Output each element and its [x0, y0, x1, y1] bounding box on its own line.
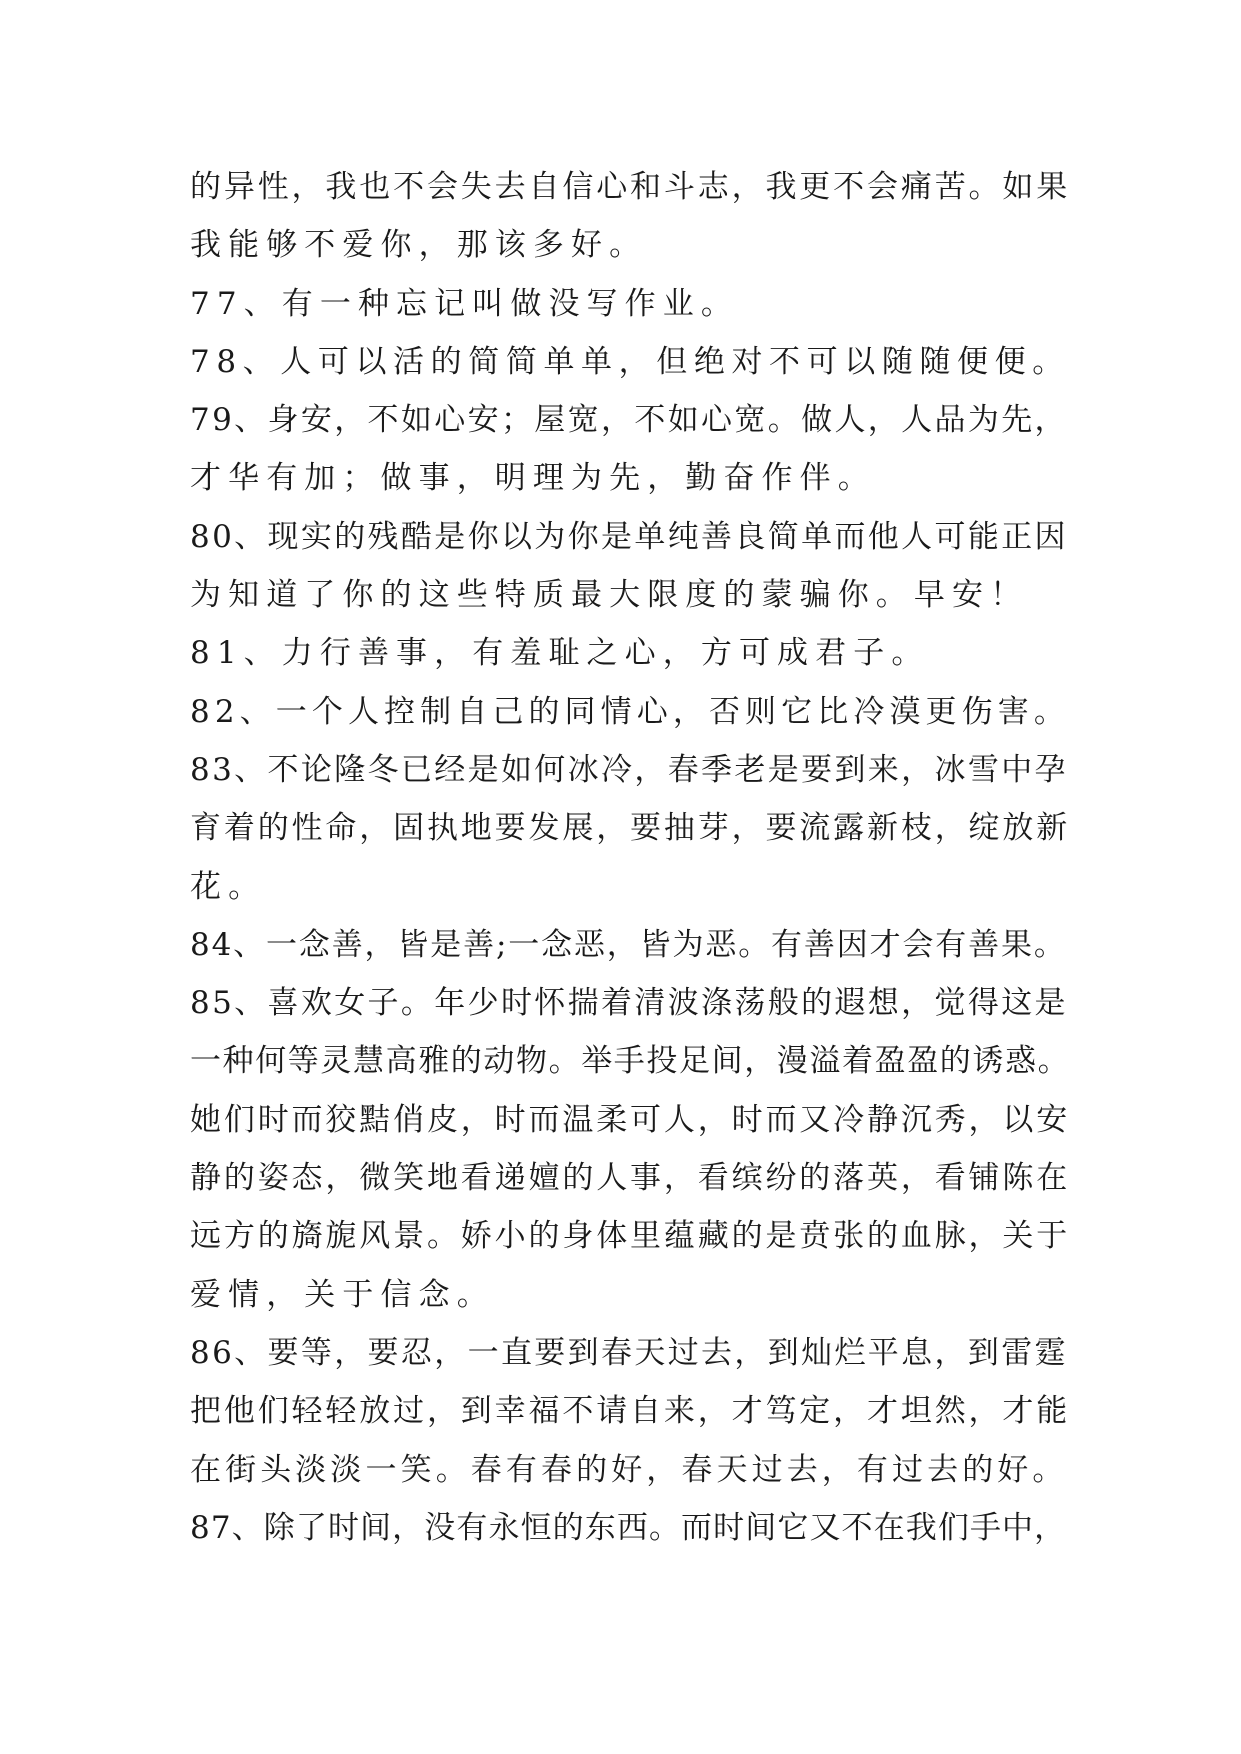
- text-line: 80、现实的残酷是你以为你是单纯善良简单而他人可能正因: [190, 518, 1068, 555]
- text-line: 83、不论隆冬已经是如何冰冷，春季老是要到来，冰雪中孕: [190, 751, 1068, 788]
- text-line: 她们时而狡黠俏皮，时而温柔可人，时而又冷静沉秀，以安: [190, 1101, 1071, 1138]
- text-line: 为知道了你的这些特质最大限度的蒙骗你。早安！: [190, 577, 1029, 614]
- text-line: 78、人可以活的简简单单，但绝对不可以随随便便。: [190, 343, 1070, 380]
- text-line: 才华有加；做事，明理为先，勤奋作伴。: [190, 460, 876, 497]
- text-line: 79、身安，不如心安；屋宽，不如心宽。做人，人品为先，: [190, 402, 1068, 439]
- text-line: 把他们轻轻放过，到幸福不请自来，才笃定，才坦然，才能: [190, 1393, 1071, 1430]
- text-line: 81、力行善事，有羞耻之心，方可成君子。: [190, 635, 930, 672]
- text-line: 的异性，我也不会失去自信心和斗志，我更不会痛苦。如果: [190, 169, 1071, 205]
- text-line: 85、喜欢女子。年少时怀揣着清波涤荡般的遐想，觉得这是: [190, 985, 1068, 1022]
- text-line: 花。: [190, 868, 267, 905]
- text-line: 一种何等灵慧高雅的动物。举手投足间，漫溢着盈盈的诱惑。: [190, 1043, 1071, 1080]
- text-line: 远方的旖旎风景。娇小的身体里蕴藏的是贲张的血脉，关于: [190, 1218, 1071, 1255]
- text-line: 在街头淡淡一笑。春有春的好，春天过去，有过去的好。: [190, 1451, 1068, 1488]
- text-line: 静的姿态，微笑地看递嬗的人事，看缤纷的落英，看铺陈在: [190, 1160, 1071, 1197]
- text-line: 86、要等，要忍，一直要到春天过去，到灿烂平息，到雷霆: [190, 1334, 1068, 1371]
- text-line: 82、一个人控制自己的同情心，否则它比冷漠更伤害。: [190, 693, 1070, 730]
- text-line: 84、一念善，皆是善;一念恶，皆为恶。有善因才会有善果。: [190, 926, 1067, 963]
- text-line: 77、有一种忘记叫做没写作业。: [190, 285, 739, 322]
- text-line: 我能够不爱你，那该多好。: [190, 227, 648, 264]
- text-line: 育着的性命，固执地要发展，要抽芽，要流露新枝，绽放新: [190, 810, 1071, 847]
- document-body: [190, 158, 1070, 1557]
- text-line: 87、除了时间，没有永恒的东西。而时间它又不在我们手中，: [190, 1509, 1067, 1546]
- text-line: 爱情，关于信念。: [190, 1276, 495, 1313]
